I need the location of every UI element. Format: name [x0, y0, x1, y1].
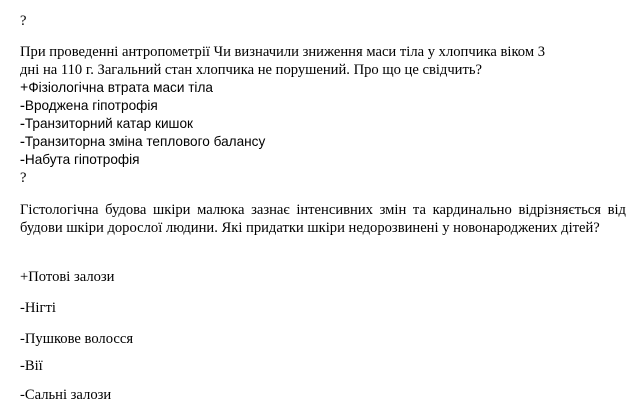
- answer-option: [20, 151, 139, 169]
- answer-text: Потові залози: [28, 269, 115, 285]
- answer-option: [20, 299, 56, 317]
- question-text-line-1: При проведенні антропометрії Чи визначили зниження маси тіла у хлопчика віком 3: [20, 44, 545, 60]
- answer-text: Набута гіпотрофія: [24, 152, 140, 167]
- answer-option: [20, 268, 114, 286]
- question-text-line-2: дні на 110 г. Загальний стан хлопчика не порушений. Про що це свідчить?: [20, 62, 482, 78]
- answer-text: Пушкове волосся: [24, 331, 134, 347]
- answer-sign: -: [20, 331, 25, 347]
- answer-sign: +: [20, 269, 29, 285]
- answer-option: [20, 386, 111, 404]
- answer-option: [20, 357, 43, 375]
- answer-text: Вроджена гіпотрофія: [24, 98, 158, 113]
- answer-text: Нігті: [24, 300, 56, 316]
- question-text: Гістологічна будова шкіри малюка зазнає інтенсивних змін та кардинально відрізняється від будови шкіри дорослої людини. Які придатки шкіри недорозвинені у новонароджених дітей?: [20, 202, 626, 236]
- answer-text: Транзиторний катар кишок: [24, 116, 193, 131]
- answer-option: [20, 330, 133, 348]
- answer-option: [20, 97, 158, 115]
- answer-sign: -: [20, 98, 25, 114]
- question-marker: ?: [20, 170, 27, 186]
- question-marker: ?: [20, 13, 27, 29]
- answer-sign: -: [20, 116, 25, 132]
- answer-sign: -: [20, 387, 25, 403]
- answer-sign: -: [20, 152, 25, 168]
- answer-option: [20, 133, 265, 151]
- answer-text: Сальні залози: [24, 387, 112, 403]
- answer-text: Транзиторна зміна теплового балансу: [24, 134, 266, 149]
- answer-sign: +: [20, 80, 29, 96]
- answer-sign: -: [20, 300, 25, 316]
- answer-text: Фізіологічна втрата маси тіла: [28, 80, 213, 95]
- answer-text: Вії: [24, 358, 43, 374]
- answer-option: [20, 115, 193, 133]
- answer-sign: -: [20, 358, 25, 374]
- answer-sign: -: [20, 134, 25, 150]
- answer-option: [20, 79, 213, 97]
